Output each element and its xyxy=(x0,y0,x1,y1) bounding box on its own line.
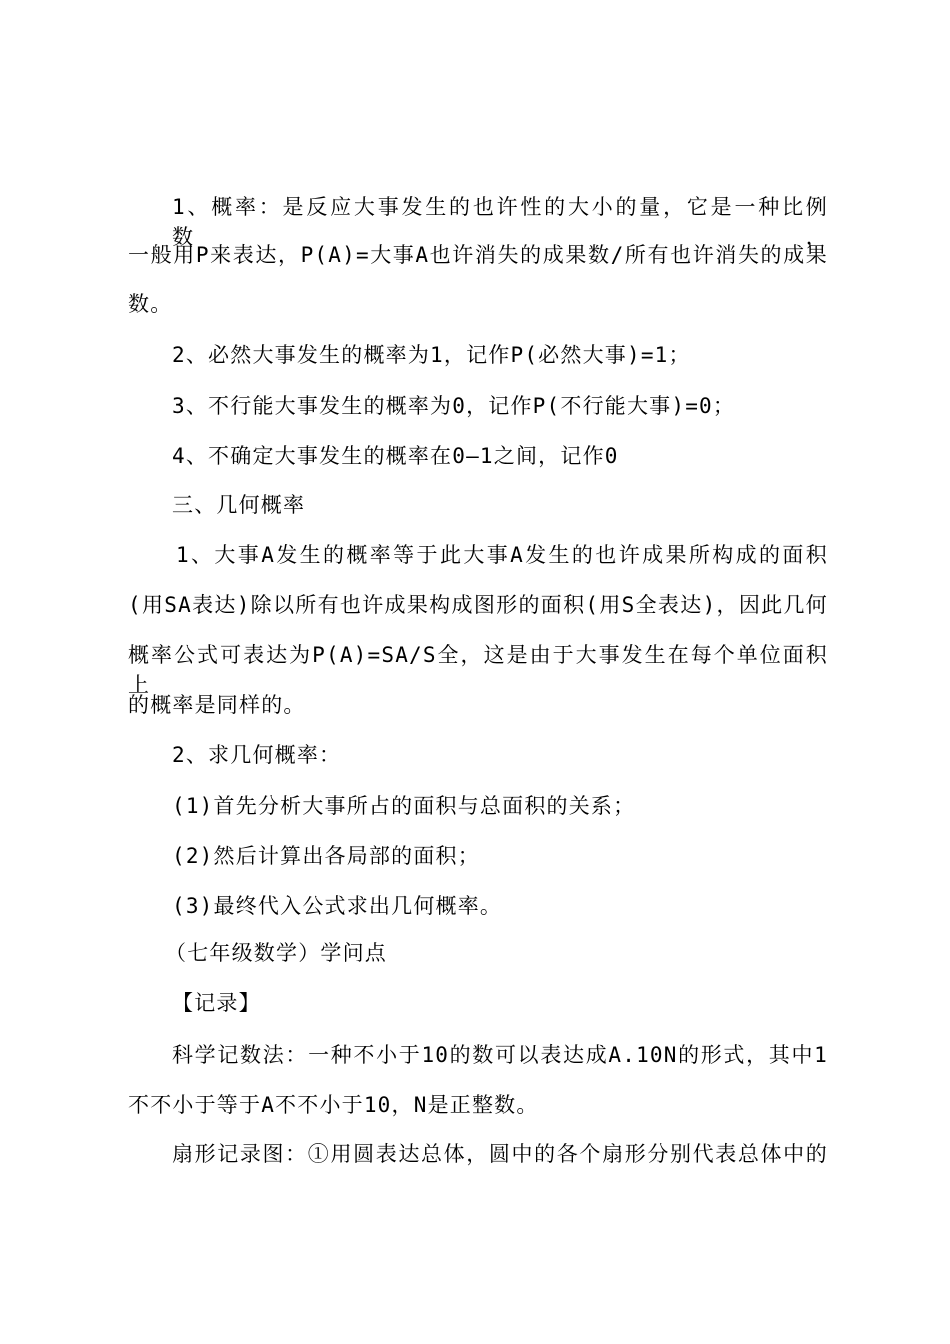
method-step-1: (1)首先分析大事所占的面积与总面积的关系； xyxy=(172,794,636,818)
geometric-definition-line-4: 的概率是同样的。 xyxy=(128,693,306,717)
grade-knowledge-title: （七年级数学）学问点 xyxy=(165,941,387,965)
geometric-method-heading: 2、求几何概率： xyxy=(172,743,342,767)
scientific-notation-line-2: 不不小于等于A不不小于10，N是正整数。 xyxy=(128,1093,539,1117)
uncertain-event-paragraph: 4、不确定大事发生的概率在0—1之间，记作0 xyxy=(172,444,619,468)
method-step-3: (3)最终代入公式求出几何概率。 xyxy=(172,894,503,918)
statistics-section-title: 【记录】 xyxy=(172,991,261,1015)
scientific-notation-line-1: 科学记数法：一种不小于10的数可以表达成A.10N的形式，其中1 xyxy=(172,1043,828,1067)
geometric-definition-line-3: 概率公式可表达为P(A)=SA/S全，这是由于大事发生在每个单位面积上 xyxy=(128,643,828,697)
pie-chart-line-1: 扇形记录图：①用圆表达总体，圆中的各个扇形分别代表总体中的 xyxy=(172,1142,828,1166)
certain-event-paragraph: 2、必然大事发生的概率为1，记作P(必然大事)=1； xyxy=(172,343,691,367)
probability-definition-line-1: 1、概率：是反应大事发生的也许性的大小的量，它是一种比例数， xyxy=(172,195,828,249)
probability-definition-line-2: 一般用P来表达，P(A)=大事A也许消失的成果数/所有也许消失的成果 xyxy=(128,243,828,267)
geometric-definition-line-1: 1、大事A发生的概率等于此大事A发生的也许成果所构成的面积 xyxy=(176,543,828,567)
impossible-event-paragraph: 3、不行能大事发生的概率为0，记作P(不行能大事)=0； xyxy=(172,394,736,418)
probability-definition-line-3: 数。 xyxy=(128,292,173,316)
method-step-2: (2)然后计算出各局部的面积； xyxy=(172,844,480,868)
geometric-probability-heading: 三、几何概率 xyxy=(172,493,306,517)
geometric-definition-line-2: (用SA表达)除以所有也许成果构成图形的面积(用S全表达)，因此几何 xyxy=(128,593,828,617)
